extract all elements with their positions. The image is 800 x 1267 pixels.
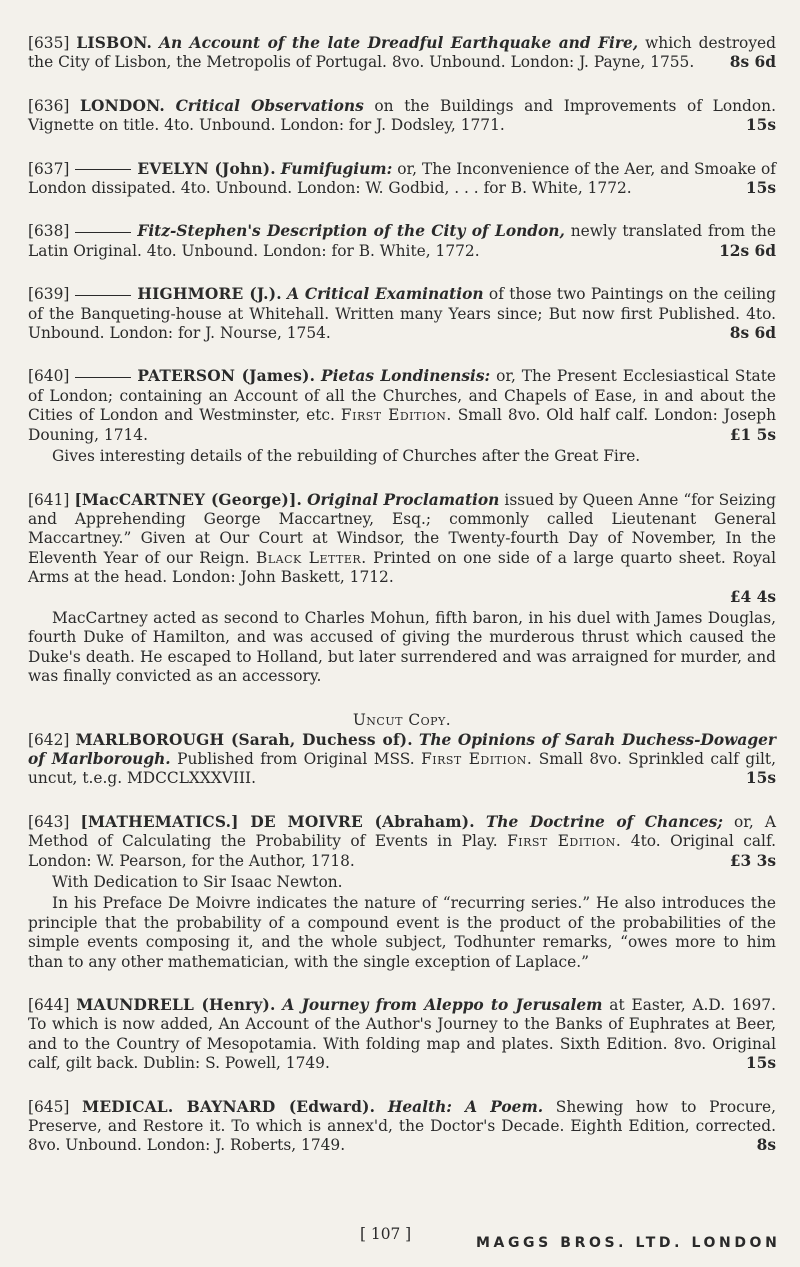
entry-price: 15s (745, 769, 776, 788)
entry-title: Fumifugium: (280, 159, 393, 178)
entry-heading: MARLBOROUGH (Sarah, Duchess of). (75, 730, 413, 749)
edition-note: First Edition. (421, 749, 533, 768)
entry-heading: PATERSON (James). (137, 367, 316, 386)
entry-heading: [MATHEMATICS.] DE MOIVRE (Abraham). (80, 812, 475, 831)
entry-heading: MAUNDRELL (Henry). (76, 996, 276, 1015)
ditto-dash (75, 377, 131, 378)
entry-description: Published from Original MSS. (170, 749, 422, 768)
catalogue-entry-643 (28, 813, 776, 972)
publisher-name: MAGGS BROS. LTD. LONDON (476, 1235, 781, 1251)
catalogue-entry-636 (28, 97, 776, 136)
entry-title: The Opinions of Sarah Duchess-Dowager of Marlborough. (28, 730, 776, 768)
lot-number: [637] (28, 159, 70, 178)
entry-price: 8s 6d (729, 324, 776, 343)
catalogue-entry-639 (28, 285, 776, 343)
entry-description: Shewing how to Procure, Preserve, and Restore it. To which is annex'd, the Doctor's Decade. Eighth Edition, corrected. 8vo. Unbound. London: J. Roberts, 1749. (28, 1097, 776, 1155)
entry-note: With Dedication to Sir Isaac Newton. (52, 873, 343, 891)
entry-description: which destroyed the City of Lisbon, the Metropolis of Portugal. 8vo. Unbound. London: J. Payne, 1755. (28, 34, 776, 72)
entry-heading: EVELYN (John). (137, 159, 276, 178)
entry-note: Gives interesting details of the rebuilding of Churches after the Great Fire. (52, 447, 641, 466)
entry-title: An Account of the late Dreadful Earthquake and Fire, (159, 34, 639, 52)
lot-number: [645] (28, 1097, 70, 1116)
entry-description: of those two Paintings on the ceiling of the Banqueting-house at Whitehall. Written many Years since; But now first Published. 4to. Unbound. London: for J. Nourse, 1754. (28, 285, 776, 343)
entry-title: Health: A Poem. (387, 1097, 544, 1116)
entry-description-continued: Small 8vo. Old half calf. London: Joseph Douning, 1714. (28, 406, 776, 444)
lot-number: [636] (28, 96, 70, 115)
entry-description: at Easter, A.D. 1697. To which is now added, An Account of the Author's Journey to the Banks of Euphrates at Beer, and to the Country of Mesopotamia. With folding map and plates. Sixth Edition. 8vo. Original calf, gilt back. Dublin: S. Powell, 1749. (28, 996, 776, 1073)
entry-title: Original Proclamation (307, 490, 500, 509)
entry-heading: HIGHMORE (J.). (137, 285, 282, 304)
entry-heading: LISBON. (76, 34, 153, 52)
lot-number: [639] (28, 285, 70, 304)
entry-price: 15s (745, 179, 776, 198)
lot-number: [644] (28, 996, 70, 1015)
catalogue-entry-642 (28, 731, 776, 789)
entry-price: 15s (745, 116, 776, 135)
type-note: Black Letter. (256, 548, 367, 567)
entry-description: issued by Queen Anne “for Seizing and Apprehending George Maccartney, Esq.; commonly called Lieutenant General Maccartney.” Given at Our Court at Windsor, the Twenty-fourth Day of November, In the Eleventh Year of our Reign. (28, 490, 776, 567)
entry-heading: MEDICAL. BAYNARD (Edward). (82, 1097, 376, 1116)
uncut-copy-heading: Uncut Copy. (352, 710, 452, 729)
page-number: [ 107 ] (360, 1225, 412, 1243)
catalogue-entry-638 (28, 222, 776, 261)
lot-number: [642] (28, 730, 70, 749)
entry-price: £4 4s (729, 587, 776, 606)
entry-description-continued: 4to. Original calf. London: W. Pearson, for the Author, 1718. (28, 832, 776, 870)
ditto-dash (75, 295, 131, 296)
entry-note: MacCartney acted as second to Charles Mohun, fifth baron, in his duel with James Douglas, fourth Duke of Hamilton, and was accused of giving the murderous thrust which caused the Duke's death. He escaped to Holland, but later surrendered and was arraigned for murder, and was finally convicted as an accessory. (28, 608, 776, 686)
entry-description: on the Buildings and Improvements of London. Vignette on title. 4to. Unbound. London: for J. Dodsley, 1771. (28, 96, 776, 135)
entry-title: Fitz-Stephen's Description of the City of London, (137, 222, 565, 241)
entry-description-continued: Printed on one side of a large quarto sheet. Royal Arms at the head. London: John Baskett, 1712. (28, 548, 777, 587)
entry-price: 12s 6d (719, 241, 776, 260)
entry-price: £1 5s (729, 425, 776, 444)
entry-heading: [MacCARTNEY (George)]. (74, 490, 303, 509)
catalogue-entry-640 (28, 367, 776, 466)
lot-number: [635] (28, 34, 70, 52)
catalogue-page (28, 34, 776, 1180)
lot-number: [641] (28, 490, 70, 509)
lot-number: [640] (28, 367, 70, 386)
lot-number: [643] (28, 812, 70, 831)
entry-description-continued: Small 8vo. Sprinkled calf gilt, uncut, t.e.g. MDCCLXXXVIII. (28, 749, 776, 788)
entry-title: A Journey from Aleppo to Jerusalem (282, 996, 603, 1015)
ditto-dash (75, 169, 131, 170)
entry-title: The Doctrine of Chances; (485, 812, 723, 831)
entry-price: 8s (756, 1136, 776, 1155)
entry-price: 8s 6d (729, 53, 776, 72)
entry-description: or, A Method of Calculating the Probability of Events in Play. (28, 812, 776, 851)
entry-title: Pietas Londinensis: (321, 367, 491, 386)
lot-number: [638] (28, 222, 70, 241)
catalogue-entry-641 (28, 491, 776, 687)
edition-note: First Edition. (340, 406, 452, 425)
catalogue-entry-637 (28, 160, 776, 199)
catalogue-entry-644 (28, 996, 776, 1074)
entry-title: Critical Observations (175, 96, 364, 115)
entry-description: or, The Inconvenience of the Aer, and Smoake of London dissipated. 4to. Unbound. London: W. Godbid, . . . for B. White, 1772. (28, 159, 776, 198)
entry-heading: LONDON. (80, 96, 165, 115)
entry-price: £3 3s (729, 851, 776, 870)
ditto-dash (75, 232, 131, 233)
entry-price: 15s (745, 1054, 776, 1073)
entry-note-secondary: In his Preface De Moivre indicates the nature of “recurring series.” He also introduces the principle that the probability of a compound event is the product of the probabilities of the simple events composing it, and the whole subject, Todhunter remarks, “owes more to him than to any other mathematician, with the single exception of Laplace.” (28, 894, 776, 971)
catalogue-entry-645 (28, 1098, 776, 1156)
entry-description: newly translated from the Latin Original. 4to. Unbound. London: for B. White, 1772. (28, 222, 776, 260)
entry-description: or, The Present Ecclesiastical State of London; containing an Account of all the Churches, and Chapels of Ease, in and about the Cities of London and Westminster, etc. (28, 367, 776, 425)
catalogue-entry-635 (28, 34, 776, 73)
entry-title: A Critical Examination (287, 285, 484, 304)
edition-note: First Edition. (507, 832, 622, 851)
